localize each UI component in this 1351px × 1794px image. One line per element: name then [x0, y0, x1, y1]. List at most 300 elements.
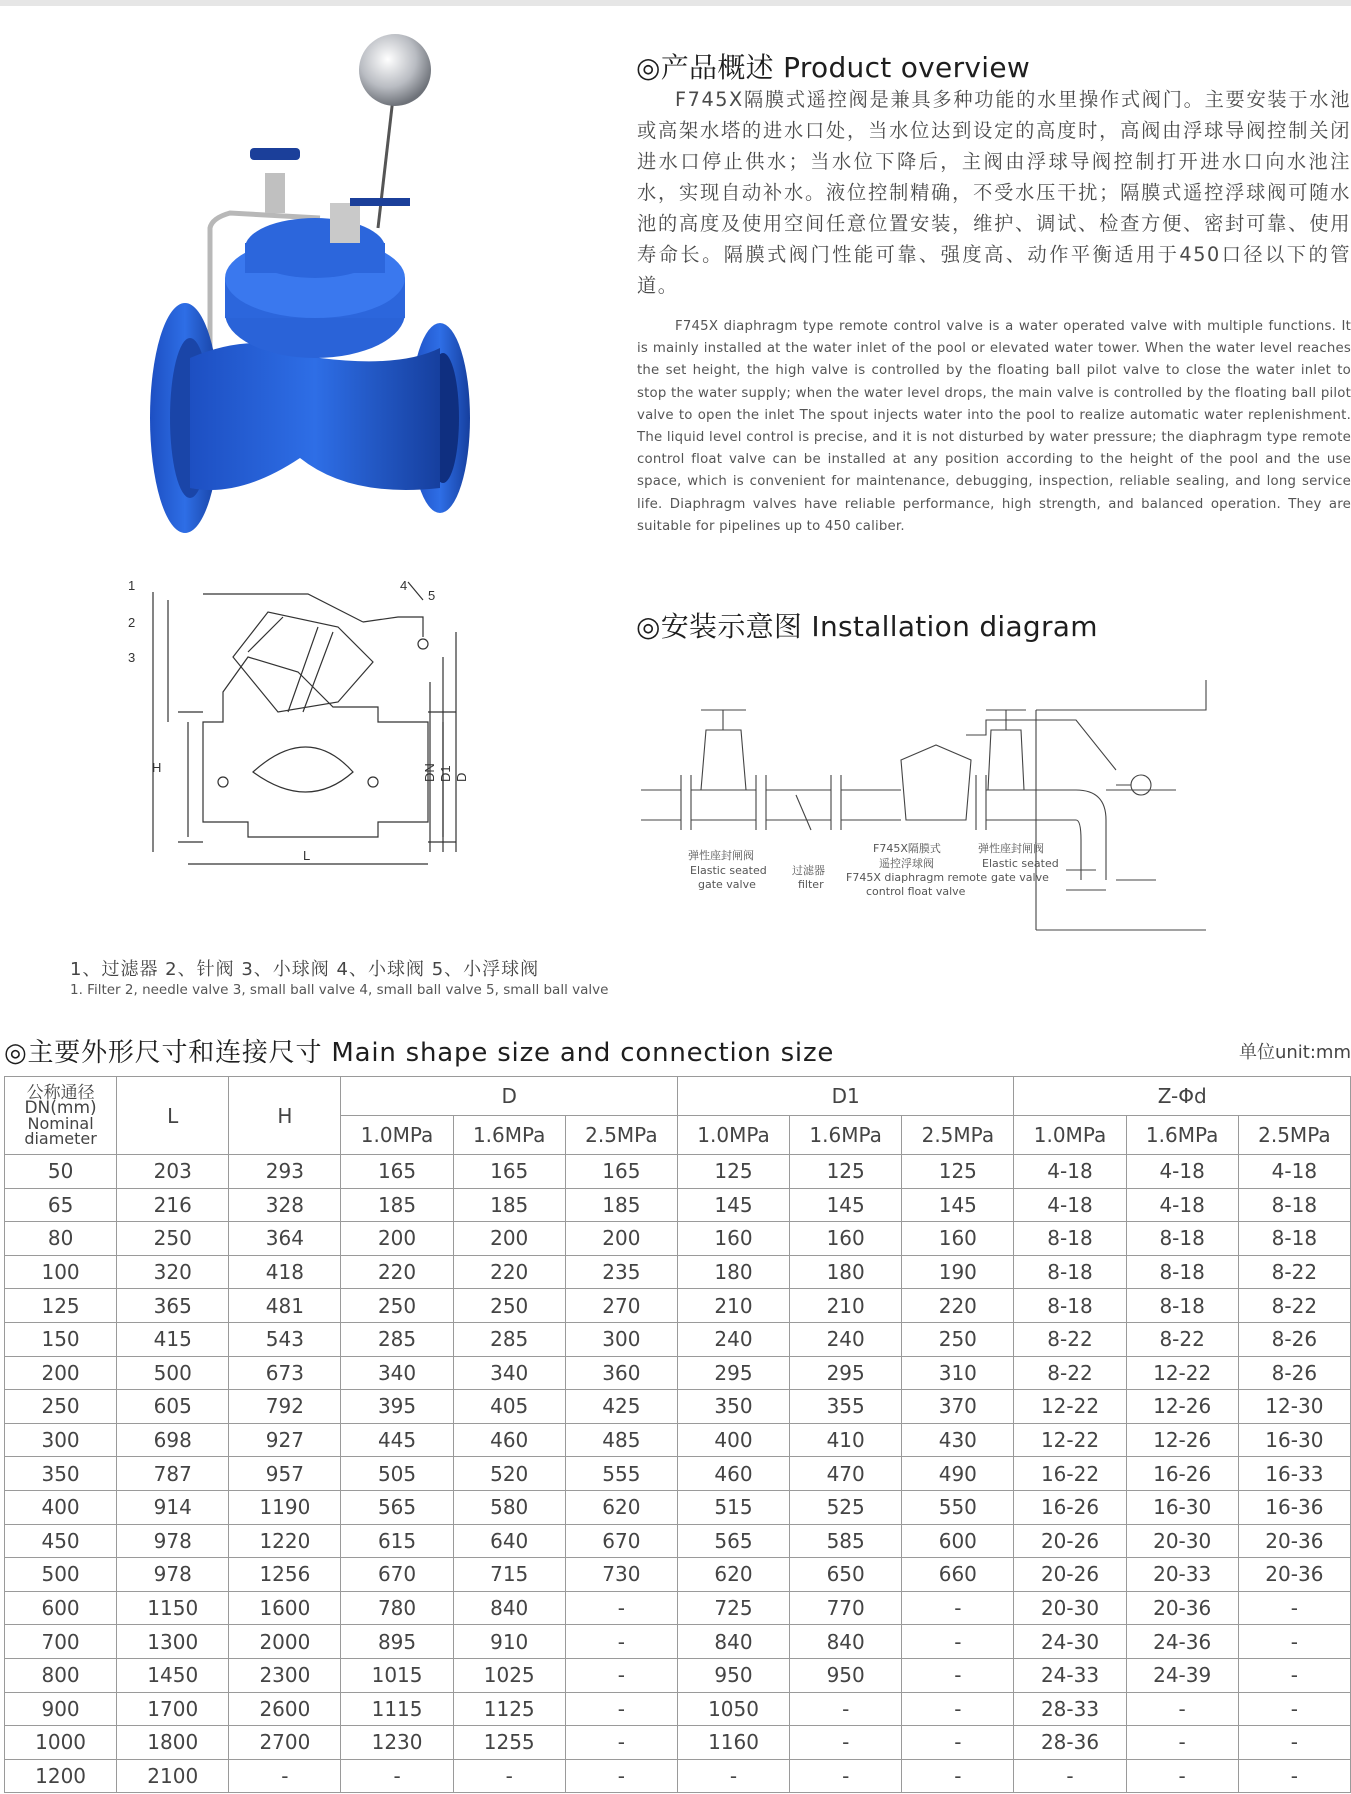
table-cell: 250 — [902, 1322, 1014, 1356]
table-cell: 400 — [677, 1423, 789, 1457]
table-cell: 840 — [453, 1591, 565, 1625]
table-cell: 418 — [229, 1255, 341, 1289]
table-cell: 16-30 — [1238, 1423, 1350, 1457]
table-cell: 203 — [117, 1155, 229, 1189]
table-cell: 8-18 — [1238, 1188, 1350, 1222]
table-cell: 4-18 — [1014, 1188, 1126, 1222]
table-cell: 16-33 — [1238, 1457, 1350, 1491]
table-cell: 1190 — [229, 1490, 341, 1524]
table-cell: 20-36 — [1126, 1591, 1238, 1625]
table-cell: 12-26 — [1126, 1423, 1238, 1457]
table-cell: 515 — [677, 1490, 789, 1524]
table-cell: - — [565, 1591, 677, 1625]
table-cell: 620 — [677, 1558, 789, 1592]
table-cell: 950 — [790, 1658, 902, 1692]
table-cell: 235 — [565, 1255, 677, 1289]
table-cell: - — [565, 1625, 677, 1659]
table-cell: 565 — [341, 1490, 453, 1524]
table-row — [5, 1524, 1351, 1558]
table-row — [5, 1155, 1351, 1189]
table-cell: - — [1238, 1692, 1350, 1726]
table-cell: 4-18 — [1126, 1155, 1238, 1189]
table-cell: 505 — [341, 1457, 453, 1491]
table-cell: 8-22 — [1126, 1322, 1238, 1356]
table-cell: - — [1238, 1759, 1350, 1793]
table-cell: 8-18 — [1126, 1222, 1238, 1256]
table-cell: 1115 — [341, 1692, 453, 1726]
table-cell: 425 — [565, 1390, 677, 1424]
header-pressure: 1.0MPa — [1014, 1116, 1126, 1155]
table-cell: 565 — [677, 1524, 789, 1558]
table-cell: 957 — [229, 1457, 341, 1491]
table-cell: 500 — [117, 1356, 229, 1390]
table-cell: 460 — [453, 1423, 565, 1457]
header-dn-unit: DN(mm) — [24, 1097, 97, 1118]
drawing-dim-d: D — [454, 772, 469, 782]
install-valve-cn1: F745X隔膜式 — [873, 842, 941, 855]
table-cell: 900 — [5, 1692, 117, 1726]
header-h: H — [229, 1077, 341, 1155]
table-cell: 24-39 — [1126, 1658, 1238, 1692]
table-cell: 1700 — [117, 1692, 229, 1726]
table-cell: 250 — [117, 1222, 229, 1256]
header-pressure: 1.6MPa — [790, 1116, 902, 1155]
table-cell: 240 — [790, 1322, 902, 1356]
table-cell: 1160 — [677, 1726, 789, 1760]
table-cell: - — [453, 1759, 565, 1793]
header-d1: D1 — [677, 1077, 1013, 1116]
overview-text-cn: F745X隔膜式遥控阀是兼具多种功能的水里操作式阀门。主要安装于水池或高架水塔的进水口处，当水位达到设定的高度时，高阀由浮球导阀控制关闭进水口停止供水；当水位下降后，主阀由浮球导阀控制打开进水口向水池注水，实现自动补水。液位控制精确，不受水压干扰；隔膜式遥控浮球阀可随水池的高度及使用空间任意位置安装，维护、调试、检查方便、密封可靠、使用寿命长。隔膜式阀门性能可靠、强度高、动作平衡适用于450口径以下的管道。 — [637, 88, 1351, 297]
table-cell: 65 — [5, 1188, 117, 1222]
table-cell: 660 — [902, 1558, 1014, 1592]
table-cell: 1015 — [341, 1658, 453, 1692]
table-title: ◎主要外形尺寸和连接尺寸 Main shape size and connection size — [4, 1038, 835, 1068]
table-cell: - — [902, 1726, 1014, 1760]
table-cell: 80 — [5, 1222, 117, 1256]
table-cell: 293 — [229, 1155, 341, 1189]
table-cell: 8-18 — [1126, 1289, 1238, 1323]
table-cell: 165 — [453, 1155, 565, 1189]
table-cell: 1600 — [229, 1591, 341, 1625]
table-cell: 350 — [5, 1457, 117, 1491]
table-cell: 490 — [902, 1457, 1014, 1491]
table-cell: 895 — [341, 1625, 453, 1659]
table-cell: 20-30 — [1014, 1591, 1126, 1625]
table-cell: 620 — [565, 1490, 677, 1524]
table-cell: 185 — [565, 1188, 677, 1222]
table-cell: 1256 — [229, 1558, 341, 1592]
table-cell: 145 — [790, 1188, 902, 1222]
table-body — [5, 1155, 1351, 1793]
table-cell: - — [902, 1658, 1014, 1692]
overview-text-en: F745X diaphragm type remote control valve is a water operated valve with multiple functions. It is mainly installed at the water inlet of the pool or elevated water tower. When the water level reaches the set height, the high valve is controlled by the floating ball pilot valve to close the water inlet to stop the water supply; when the water level drops, the main valve is controlled by the floating ball pilot valve to open the inlet The spout injects water into the pool to realize automatic water replenishment. The liquid level control is precise, and it is not disturbed by water pressure; the diaphragm type remote control float valve can be installed at any position according to the height of the pool and the use space, which is convenient for maintenance, debugging, inspection, reliable sealing, and long service life. Diaphragm valves have reliable performance, high strength, and balanced operation. They are suitable for pipelines up to 450 caliber. — [637, 319, 1351, 534]
table-cell: 1230 — [341, 1726, 453, 1760]
table-row — [5, 1625, 1351, 1659]
table-cell: - — [565, 1692, 677, 1726]
table-cell: 8-26 — [1238, 1322, 1350, 1356]
table-cell: 405 — [453, 1390, 565, 1424]
table-row — [5, 1591, 1351, 1625]
dimension-table — [4, 1076, 1351, 1793]
table-cell: - — [790, 1692, 902, 1726]
table-cell: 670 — [565, 1524, 677, 1558]
header-pressure: 1.0MPa — [677, 1116, 789, 1155]
table-cell: 450 — [5, 1524, 117, 1558]
table-cell: 460 — [677, 1457, 789, 1491]
top-divider-bar — [0, 0, 1351, 6]
header-pressure: 1.0MPa — [341, 1116, 453, 1155]
table-cell: 2100 — [117, 1759, 229, 1793]
table-cell: 1150 — [117, 1591, 229, 1625]
table-cell: 978 — [117, 1558, 229, 1592]
table-cell: 220 — [902, 1289, 1014, 1323]
table-cell: 1025 — [453, 1658, 565, 1692]
table-cell: 24-36 — [1126, 1625, 1238, 1659]
table-cell: 481 — [229, 1289, 341, 1323]
table-cell: 470 — [790, 1457, 902, 1491]
table-cell: 950 — [677, 1658, 789, 1692]
header-pressure: 2.5MPa — [565, 1116, 677, 1155]
table-cell: 370 — [902, 1390, 1014, 1424]
table-row — [5, 1390, 1351, 1424]
table-cell: 220 — [453, 1255, 565, 1289]
parts-legend-en: 1. Filter 2, needle valve 3, small ball valve 4, small ball valve 5, small ball valve — [70, 982, 609, 998]
table-cell: 200 — [565, 1222, 677, 1256]
table-cell: 1450 — [117, 1658, 229, 1692]
table-cell: 20-30 — [1126, 1524, 1238, 1558]
table-cell: 1200 — [5, 1759, 117, 1793]
table-cell: 2700 — [229, 1726, 341, 1760]
table-cell: 840 — [677, 1625, 789, 1659]
table-cell: 360 — [565, 1356, 677, 1390]
table-cell: 978 — [117, 1524, 229, 1558]
drawing-num-3: 3 — [128, 650, 136, 665]
table-cell: 1800 — [117, 1726, 229, 1760]
table-cell: 165 — [341, 1155, 453, 1189]
table-cell: 12-22 — [1014, 1390, 1126, 1424]
table-cell: 20-26 — [1014, 1524, 1126, 1558]
install-valve-cn2: 遥控浮球阀 — [879, 857, 934, 870]
table-cell: 8-18 — [1014, 1289, 1126, 1323]
table-cell: 8-22 — [1014, 1322, 1126, 1356]
table-cell: 8-22 — [1238, 1289, 1350, 1323]
install-filter-cn: 过滤器 — [792, 864, 825, 877]
table-cell: 780 — [341, 1591, 453, 1625]
table-cell: 160 — [902, 1222, 1014, 1256]
table-cell: - — [1238, 1625, 1350, 1659]
table-cell: 300 — [5, 1423, 117, 1457]
table-cell: 8-22 — [1238, 1255, 1350, 1289]
table-row — [5, 1692, 1351, 1726]
table-cell: 145 — [677, 1188, 789, 1222]
parts-legend-cn: 1、过滤器 2、针阀 3、小球阀 4、小球阀 5、小浮球阀 — [70, 959, 540, 980]
table-cell: - — [565, 1759, 677, 1793]
table-cell: 400 — [5, 1490, 117, 1524]
table-cell: 250 — [341, 1289, 453, 1323]
table-cell: 500 — [5, 1558, 117, 1592]
table-cell: 125 — [5, 1289, 117, 1323]
header-dn-cn: 公称通径 — [26, 1082, 95, 1103]
installation-diagram — [636, 680, 1341, 940]
header-pressure: 1.6MPa — [453, 1116, 565, 1155]
table-cell: 1125 — [453, 1692, 565, 1726]
table-cell: 295 — [790, 1356, 902, 1390]
table-cell: 1220 — [229, 1524, 341, 1558]
table-cell: 200 — [5, 1356, 117, 1390]
drawing-num-5: 5 — [428, 588, 436, 603]
table-cell: 220 — [341, 1255, 453, 1289]
valve-product-image — [150, 28, 480, 538]
install-gate1-cn: 弹性座封闸阀 — [688, 849, 754, 862]
table-row — [5, 1356, 1351, 1390]
table-cell: 700 — [5, 1625, 117, 1659]
table-cell: 8-22 — [1014, 1356, 1126, 1390]
table-cell: - — [565, 1726, 677, 1760]
table-row — [5, 1759, 1351, 1793]
table-cell: 600 — [5, 1591, 117, 1625]
drawing-num-1: 1 — [128, 578, 136, 593]
table-cell: 364 — [229, 1222, 341, 1256]
table-cell: 585 — [790, 1524, 902, 1558]
table-cell: 240 — [677, 1322, 789, 1356]
table-cell: 8-18 — [1014, 1222, 1126, 1256]
table-cell: 16-22 — [1014, 1457, 1126, 1491]
table-cell: 24-33 — [1014, 1658, 1126, 1692]
table-cell: 640 — [453, 1524, 565, 1558]
table-cell: 2300 — [229, 1658, 341, 1692]
drawing-dim-l: L — [303, 848, 311, 863]
table-cell: 12-22 — [1126, 1356, 1238, 1390]
table-cell: - — [229, 1759, 341, 1793]
table-row — [5, 1423, 1351, 1457]
table-cell: 395 — [341, 1390, 453, 1424]
header-dn — [5, 1077, 117, 1155]
header-d: D — [341, 1077, 677, 1116]
table-cell: 165 — [565, 1155, 677, 1189]
table-cell: 20-33 — [1126, 1558, 1238, 1592]
table-cell: 200 — [453, 1222, 565, 1256]
table-cell: 145 — [902, 1188, 1014, 1222]
table-cell: 320 — [117, 1255, 229, 1289]
table-row — [5, 1222, 1351, 1256]
header-l: L — [117, 1077, 229, 1155]
table-cell: - — [1238, 1591, 1350, 1625]
table-cell: 340 — [341, 1356, 453, 1390]
table-cell: 125 — [677, 1155, 789, 1189]
drawing-num-2: 2 — [128, 615, 136, 630]
table-cell: 125 — [790, 1155, 902, 1189]
table-cell: 715 — [453, 1558, 565, 1592]
header-pressure: 1.6MPa — [1126, 1116, 1238, 1155]
table-cell: 580 — [453, 1490, 565, 1524]
table-cell: 180 — [790, 1255, 902, 1289]
install-gate1-en2: gate valve — [698, 878, 756, 891]
overview-title: ◎产品概述 Product overview — [636, 51, 1031, 84]
table-cell: 4-18 — [1238, 1155, 1350, 1189]
table-cell: - — [902, 1625, 1014, 1659]
table-cell: 430 — [902, 1423, 1014, 1457]
table-cell: 670 — [341, 1558, 453, 1592]
table-cell: 445 — [341, 1423, 453, 1457]
dimension-drawing — [128, 578, 508, 912]
table-cell: 410 — [790, 1423, 902, 1457]
table-cell: 185 — [341, 1188, 453, 1222]
table-cell: 285 — [453, 1322, 565, 1356]
table-cell: 8-26 — [1238, 1356, 1350, 1390]
table-cell: 340 — [453, 1356, 565, 1390]
table-cell: 8-18 — [1126, 1255, 1238, 1289]
table-cell: 8-18 — [1238, 1222, 1350, 1256]
table-cell: 20-26 — [1014, 1558, 1126, 1592]
table-cell: 20-36 — [1238, 1524, 1350, 1558]
table-cell: 28-33 — [1014, 1692, 1126, 1726]
table-cell: - — [1014, 1759, 1126, 1793]
table-cell: 270 — [565, 1289, 677, 1323]
table-cell: 150 — [5, 1322, 117, 1356]
table-cell: 600 — [902, 1524, 1014, 1558]
table-row — [5, 1558, 1351, 1592]
table-cell: 190 — [902, 1255, 1014, 1289]
table-cell: 210 — [677, 1289, 789, 1323]
table-cell: 415 — [117, 1322, 229, 1356]
table-cell: 520 — [453, 1457, 565, 1491]
install-valve-en2: control float valve — [866, 885, 966, 898]
table-cell: 673 — [229, 1356, 341, 1390]
table-cell: 2000 — [229, 1625, 341, 1659]
table-cell: 125 — [902, 1155, 1014, 1189]
table-cell: 605 — [117, 1390, 229, 1424]
table-cell: 24-30 — [1014, 1625, 1126, 1659]
header-pressure: 2.5MPa — [902, 1116, 1014, 1155]
drawing-num-4: 4 — [400, 578, 408, 593]
table-cell: 1255 — [453, 1726, 565, 1760]
table-cell: 16-36 — [1238, 1490, 1350, 1524]
table-row — [5, 1726, 1351, 1760]
table-cell: 200 — [341, 1222, 453, 1256]
table-cell: 160 — [677, 1222, 789, 1256]
table-cell: - — [902, 1591, 1014, 1625]
table-cell: 295 — [677, 1356, 789, 1390]
table-cell: - — [902, 1692, 1014, 1726]
install-gate2-en1: Elastic seated — [982, 857, 1059, 870]
table-cell: 1050 — [677, 1692, 789, 1726]
table-row — [5, 1289, 1351, 1323]
table-cell: 28-36 — [1014, 1726, 1126, 1760]
table-cell: 910 — [453, 1625, 565, 1659]
table-cell: 16-26 — [1126, 1457, 1238, 1491]
header-dn-en2: diameter — [24, 1128, 97, 1148]
table-cell: - — [1126, 1759, 1238, 1793]
table-cell: - — [1238, 1726, 1350, 1760]
table-cell: 160 — [790, 1222, 902, 1256]
table-row — [5, 1490, 1351, 1524]
table-row — [5, 1322, 1351, 1356]
table-cell: 914 — [117, 1490, 229, 1524]
table-cell: 300 — [565, 1322, 677, 1356]
table-cell: - — [790, 1726, 902, 1760]
table-cell: 328 — [229, 1188, 341, 1222]
table-cell: 185 — [453, 1188, 565, 1222]
table-cell: 100 — [5, 1255, 117, 1289]
table-cell: 250 — [453, 1289, 565, 1323]
table-cell: - — [677, 1759, 789, 1793]
table-cell: - — [1126, 1726, 1238, 1760]
table-cell: 615 — [341, 1524, 453, 1558]
install-filter-en: filter — [798, 878, 824, 891]
table-cell: 725 — [677, 1591, 789, 1625]
table-cell: 16-30 — [1126, 1490, 1238, 1524]
table-cell: 210 — [790, 1289, 902, 1323]
table-cell: 555 — [565, 1457, 677, 1491]
drawing-dim-h: H — [152, 760, 162, 775]
header-z: Z-Φd — [1014, 1077, 1351, 1116]
drawing-dim-dn: DN — [422, 763, 437, 782]
installation-title: ◎安装示意图 Installation diagram — [636, 610, 1098, 643]
table-cell: 350 — [677, 1390, 789, 1424]
table-cell: 800 — [5, 1658, 117, 1692]
table-cell: 12-30 — [1238, 1390, 1350, 1424]
table-cell: 1300 — [117, 1625, 229, 1659]
table-cell: 12-26 — [1126, 1390, 1238, 1424]
table-cell: 285 — [341, 1322, 453, 1356]
table-cell: 180 — [677, 1255, 789, 1289]
table-cell: 4-18 — [1126, 1188, 1238, 1222]
table-cell: 4-18 — [1014, 1155, 1126, 1189]
table-cell: 787 — [117, 1457, 229, 1491]
table-cell: 698 — [117, 1423, 229, 1457]
install-gate1-en1: Elastic seated — [690, 864, 767, 877]
table-cell: 8-18 — [1014, 1255, 1126, 1289]
table-cell: 310 — [902, 1356, 1014, 1390]
table-row — [5, 1658, 1351, 1692]
table-cell: - — [1126, 1692, 1238, 1726]
table-cell: 365 — [117, 1289, 229, 1323]
table-cell: 543 — [229, 1322, 341, 1356]
table-cell: 16-26 — [1014, 1490, 1126, 1524]
table-cell: 355 — [790, 1390, 902, 1424]
table-row — [5, 1457, 1351, 1491]
table-cell: - — [1238, 1658, 1350, 1692]
table-cell: 250 — [5, 1390, 117, 1424]
table-row — [5, 1188, 1351, 1222]
table-cell: 216 — [117, 1188, 229, 1222]
table-row — [5, 1255, 1351, 1289]
table-cell: 650 — [790, 1558, 902, 1592]
table-cell: 525 — [790, 1490, 902, 1524]
header-dn-en1: Nominal — [27, 1113, 94, 1133]
table-cell: 2600 — [229, 1692, 341, 1726]
install-valve-en1: F745X diaphragm remote — [846, 871, 988, 884]
install-gate2-en2: gate valve — [991, 871, 1049, 884]
drawing-dim-d1: D1 — [438, 765, 453, 782]
table-cell: - — [902, 1759, 1014, 1793]
table-cell: - — [565, 1658, 677, 1692]
table-cell: 730 — [565, 1558, 677, 1592]
install-gate2-cn: 弹性座封闸阀 — [978, 842, 1044, 855]
table-cell: 20-36 — [1238, 1558, 1350, 1592]
table-cell: 792 — [229, 1390, 341, 1424]
table-cell: 50 — [5, 1155, 117, 1189]
table-cell: 485 — [565, 1423, 677, 1457]
unit-label: 单位unit:mm — [1238, 1042, 1351, 1063]
header-pressure: 2.5MPa — [1238, 1116, 1350, 1155]
table-cell: 840 — [790, 1625, 902, 1659]
table-cell: 1000 — [5, 1726, 117, 1760]
table-cell: - — [790, 1759, 902, 1793]
table-cell: 550 — [902, 1490, 1014, 1524]
table-cell: 12-22 — [1014, 1423, 1126, 1457]
table-cell: - — [341, 1759, 453, 1793]
